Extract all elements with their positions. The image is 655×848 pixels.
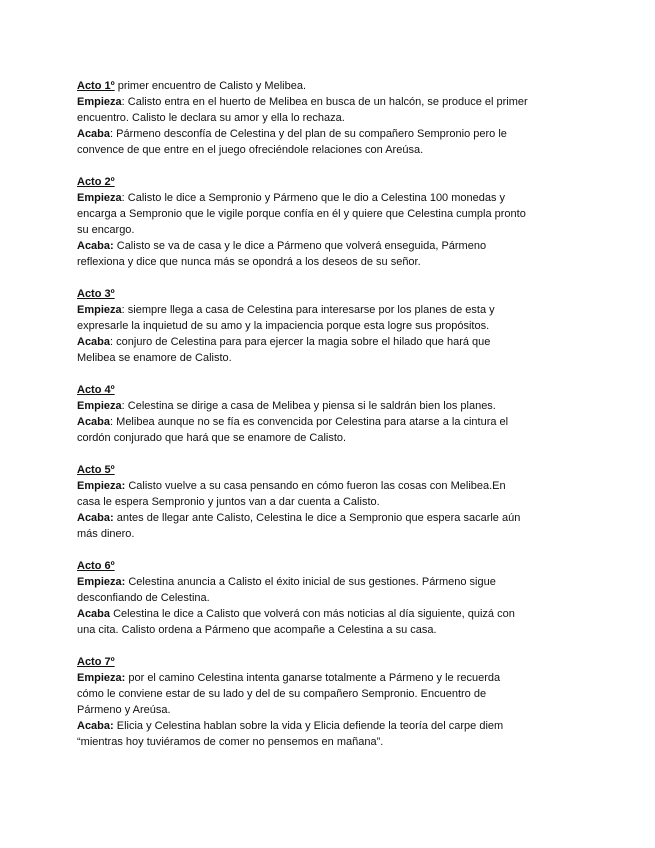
- act-title: Acto 5º: [77, 464, 115, 476]
- acaba-text: antes de llegar ante Calisto, Celestina le dice a Sempronio que espera sacarle aún: [116, 512, 521, 524]
- acaba-label: Acaba:: [77, 512, 114, 524]
- end-line: [77, 334, 577, 350]
- act-section: [77, 558, 577, 638]
- empieza-text: Celestina anuncia a Calisto el éxito inicial de sus gestiones. Pármeno sigue: [128, 576, 496, 588]
- acaba-text: “mientras hoy tuviéramos de comer no pensemos en mañana”.: [77, 736, 384, 748]
- acaba-text: reflexiona y dice que nunca más se opondrá a los deseos de su señor.: [77, 256, 421, 268]
- start-line: [77, 110, 577, 126]
- end-line: [77, 430, 577, 446]
- label-separator: :: [121, 400, 128, 412]
- act-section: [77, 382, 577, 446]
- act-title-line: [77, 654, 577, 670]
- end-line: [77, 238, 577, 254]
- empieza-text: siempre llega a casa de Celestina para interesarse por los planes de esta y: [127, 304, 495, 316]
- empieza-label: Empieza: [77, 96, 122, 108]
- label-separator: :: [110, 128, 117, 140]
- empieza-label: Empieza:: [77, 480, 126, 492]
- acaba-text: cordón conjurado que hará que se enamore de Calisto.: [77, 432, 347, 444]
- start-line: [77, 574, 577, 590]
- act-section: [77, 654, 577, 750]
- act-title: Acto 1º: [77, 80, 115, 92]
- acaba-label: Acaba:: [77, 240, 114, 252]
- start-line: [77, 318, 577, 334]
- start-line: [77, 686, 577, 702]
- acaba-text: Celestina le dice a Calisto que volverá con más noticias al día siguiente, quizá con: [113, 608, 515, 620]
- start-line: [77, 478, 577, 494]
- act-title-line: [77, 558, 577, 574]
- empieza-text: desconfiando de Celestina.: [77, 592, 210, 604]
- acaba-text: conjuro de Celestina para para ejercer la magia sobre el hilado que hará que: [116, 336, 491, 348]
- start-line: [77, 590, 577, 606]
- start-line: [77, 494, 577, 510]
- start-line: [77, 206, 577, 222]
- empieza-label: Empieza:: [77, 576, 126, 588]
- act-title-line: [77, 382, 577, 398]
- empieza-text: expresarle la inquietud de su amo y la impaciencia porque esta logre sus propósitos.: [77, 320, 490, 332]
- empieza-text: por el camino Celestina intenta ganarse totalmente a Pármeno y le recuerda: [128, 672, 501, 684]
- acaba-text: Melibea se enamore de Calisto.: [77, 352, 232, 364]
- act-section: [77, 286, 577, 366]
- acaba-text: Elicia y Celestina hablan sobre la vida y Elicia defiende la teoría del carpe diem: [116, 720, 504, 732]
- empieza-label: Empieza: [77, 192, 122, 204]
- empieza-text: Pármeno y Areúsa.: [77, 704, 171, 716]
- acaba-text: Melibea aunque no se fía es convencida por Celestina para atarse a la cintura el: [116, 416, 509, 428]
- label-separator: :: [121, 192, 128, 204]
- act-title: Acto 3º: [77, 288, 115, 300]
- start-line: [77, 222, 577, 238]
- empieza-text: Celestina se dirige a casa de Melibea y piensa si le saldrán bien los planes.: [127, 400, 496, 412]
- start-line: [77, 94, 577, 110]
- empieza-label: Empieza: [77, 304, 122, 316]
- start-line: [77, 302, 577, 318]
- end-line: [77, 606, 577, 622]
- act-title: Acto 6º: [77, 560, 115, 572]
- acaba-text: convence de que entre en el juego ofreciéndole relaciones con Areúsa.: [77, 144, 424, 156]
- end-line: [77, 622, 577, 638]
- empieza-text: encuentro. Calisto le declara su amor y ella lo rechaza.: [77, 112, 345, 124]
- end-line: [77, 350, 577, 366]
- act-section: [77, 462, 577, 542]
- act-title: Acto 4º: [77, 384, 115, 396]
- act-section: [77, 174, 577, 270]
- start-line: [77, 398, 577, 414]
- start-line: [77, 702, 577, 718]
- label-separator: :: [121, 96, 128, 108]
- end-line: [77, 526, 577, 542]
- end-line: [77, 414, 577, 430]
- acaba-text: una cita. Calisto ordena a Pármeno que acompañe a Celestina a su casa.: [77, 624, 437, 636]
- end-line: [77, 142, 577, 158]
- acaba-label: Acaba: [77, 128, 111, 140]
- acaba-text: más dinero.: [77, 528, 135, 540]
- empieza-text: casa le espera Sempronio y juntos van a dar cuenta a Calisto.: [77, 496, 380, 508]
- act-title: Acto 2º: [77, 176, 115, 188]
- act-title-suffix: primer encuentro de Calisto y Melibea.: [114, 80, 307, 92]
- acaba-text: Pármeno desconfía de Celestina y del plan de su compañero Sempronio pero le: [116, 128, 507, 140]
- act-title-line: [77, 174, 577, 190]
- document-page: [77, 78, 577, 766]
- act-title-line: [77, 78, 577, 94]
- empieza-label: Empieza: [77, 400, 122, 412]
- empieza-text: encarga a Sempronio que le vigile porque confía en él y quiere que Celestina cumpla pronto: [77, 208, 526, 220]
- acaba-text: Calisto se va de casa y le dice a Pármeno que volverá enseguida, Pármeno: [116, 240, 487, 252]
- act-title-line: [77, 462, 577, 478]
- empieza-label: Empieza:: [77, 672, 126, 684]
- end-line: [77, 126, 577, 142]
- acaba-label: Acaba: [77, 416, 111, 428]
- empieza-text: Calisto entra en el huerto de Melibea en busca de un halcón, se produce el primer: [127, 96, 528, 108]
- end-line: [77, 734, 577, 750]
- act-section: [77, 78, 577, 158]
- start-line: [77, 190, 577, 206]
- act-title: Acto 7º: [77, 656, 115, 668]
- start-line: [77, 670, 577, 686]
- empieza-text: cómo le conviene estar de su lado y del de su compañero Sempronio. Encuentro de: [77, 688, 487, 700]
- acaba-label: Acaba: [77, 336, 111, 348]
- label-separator: :: [110, 416, 117, 428]
- acaba-label: Acaba:: [77, 720, 114, 732]
- empieza-text: su encargo.: [77, 224, 135, 236]
- act-title-line: [77, 286, 577, 302]
- label-separator: :: [110, 336, 117, 348]
- end-line: [77, 718, 577, 734]
- empieza-text: Calisto le dice a Sempronio y Pármeno que le dio a Celestina 100 monedas y: [127, 192, 506, 204]
- acaba-label: Acaba: [77, 608, 111, 620]
- empieza-text: Calisto vuelve a su casa pensando en cómo fueron las cosas con Melibea.En: [128, 480, 506, 492]
- label-separator: :: [121, 304, 128, 316]
- end-line: [77, 254, 577, 270]
- end-line: [77, 510, 577, 526]
